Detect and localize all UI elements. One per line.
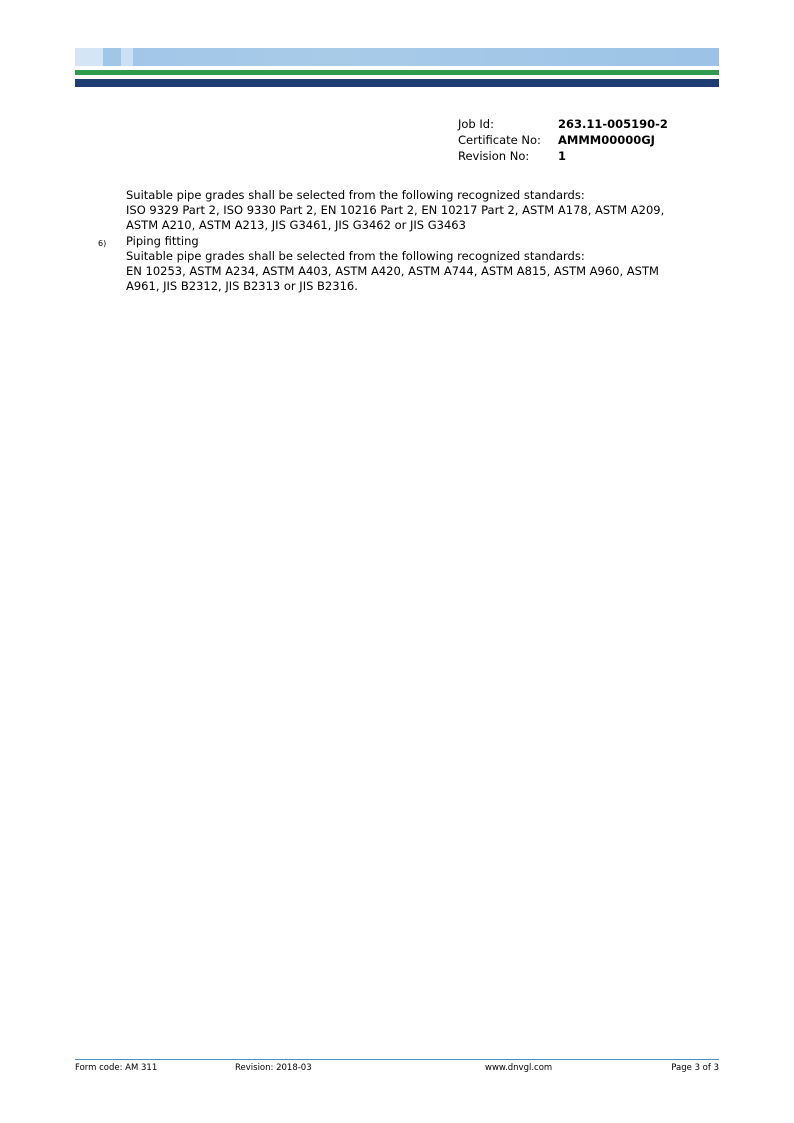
intro-line: Suitable pipe grades shall be selected from the following recognized standards:: [126, 188, 585, 202]
list-item-standards-line-2: A961, JIS B2312, JIS B2313 or JIS B2316.: [126, 279, 358, 294]
list-item-marker: 6): [98, 238, 107, 248]
revision-no-value: 1: [558, 149, 567, 163]
certificate-no-label: Certificate No:: [458, 133, 541, 147]
footer-divider: [75, 1059, 719, 1060]
footer-form-code: Form code: AM 311: [75, 1063, 158, 1073]
list-item-intro: Suitable pipe grades shall be selected from the following recognized standards:: [126, 248, 585, 263]
header-banner: [75, 48, 719, 90]
list-item: [98, 233, 716, 295]
job-id-value: 263.11-005190-2: [558, 117, 668, 131]
job-id-row: [458, 116, 668, 132]
certificate-no-row: [458, 132, 668, 148]
standards-line-2: ASTM A210, ASTM A213, JIS G3461, JIS G3462 or JIS G3463: [126, 218, 466, 233]
page-footer: [75, 1063, 719, 1077]
job-id-label: Job Id:: [458, 117, 494, 131]
footer-page-number: Page 3 of 3: [671, 1063, 719, 1073]
revision-no-row: [458, 148, 668, 164]
standards-line-1: ISO 9329 Part 2, ISO 9330 Part 2, EN 10216 Part 2, EN 10217 Part 2, ASTM A178, ASTM A209,: [126, 203, 665, 218]
footer-revision: Revision: 2018-03: [235, 1063, 312, 1073]
banner-band-navy: [75, 79, 719, 87]
document-body: [98, 188, 716, 294]
certificate-meta-block: [458, 116, 668, 164]
footer-website[interactable]: www.dnvgl.com: [485, 1063, 553, 1073]
certificate-no-value: AMMM00000GJ: [558, 133, 655, 147]
list-item-standards-line-1: EN 10253, ASTM A234, ASTM A403, ASTM A420, ASTM A744, ASTM A815, ASTM A960, ASTM: [126, 264, 659, 279]
list-item-title: Piping fitting: [126, 233, 199, 248]
banner-band-light-blue: [75, 48, 719, 66]
revision-no-label: Revision No:: [458, 149, 530, 163]
